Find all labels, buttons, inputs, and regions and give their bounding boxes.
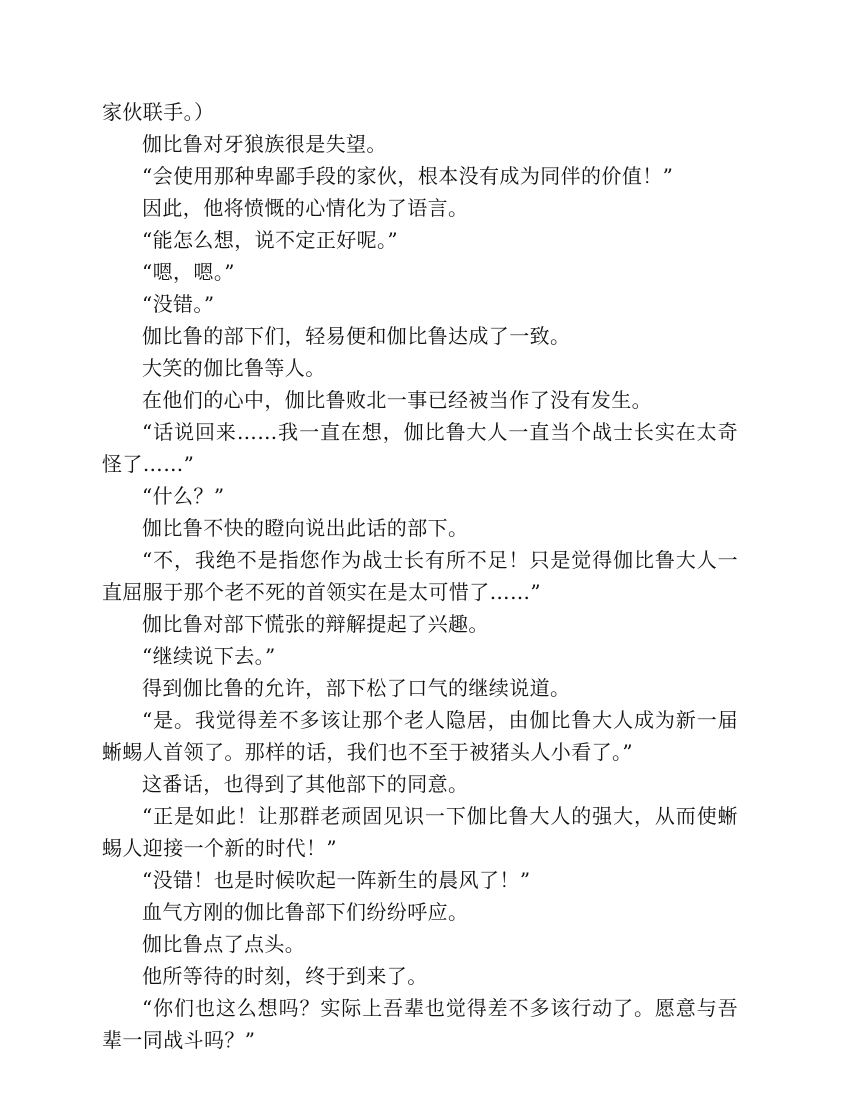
paragraph-15: 伽比鲁对部下慌张的辩解提起了兴趣。 [142,612,489,636]
paragraph-10: 在他们的心中，伽比鲁败北一事已经被当作了没有发生。 [142,388,652,412]
paragraph-21: “没错！也是时候吹起一阵新生的晨风了！” [142,868,531,892]
paragraph-13: 伽比鲁不快的瞪向说出此话的部下。 [142,516,469,540]
paragraph-3: “会使用那种卑鄙手段的家伙，根本没有成为同伴的价值！” [142,164,674,188]
document-page [102,96,738,1056]
paragraph-8: 伽比鲁的部下们，轻易便和伽比鲁达成了一致。 [142,324,571,348]
paragraph-25: “你们也这么想吗？实际上吾辈也觉得差不多该行动了。愿意与吾辈一同战斗吗？” [102,996,738,1052]
paragraph-9: 大笑的伽比鲁等人。 [142,356,326,380]
paragraph-22: 血气方刚的伽比鲁部下们纷纷呼应。 [142,900,469,924]
paragraph-18: “是。我觉得差不多该让那个老人隐居，由伽比鲁大人成为新一届蜥蜴人首领了。那样的话，我们也不至于被猪头人小看了。” [102,708,738,764]
paragraph-12: “什么？” [142,484,225,508]
paragraph-17: 得到伽比鲁的允许，部下松了口气的继续说道。 [142,676,571,700]
paragraph-4: 因此，他将愤慨的心情化为了语言。 [142,196,469,220]
paragraph-19: 这番话，也得到了其他部下的同意。 [142,772,469,796]
paragraph-24: 他所等待的时刻，终于到来了。 [142,964,428,988]
paragraph-23: 伽比鲁点了点头。 [142,932,306,956]
paragraph-7: “没错。” [142,292,215,316]
paragraph-1: 家伙联手。） [102,100,215,124]
paragraph-16: “继续说下去。” [142,644,276,668]
paragraph-5: “能怎么想，说不定正好呢。” [142,228,399,252]
paragraph-2: 伽比鲁对牙狼族很是失望。 [142,132,387,156]
paragraph-6: “嗯，嗯。” [142,260,235,284]
paragraph-20: “正是如此！让那群老顽固见识一下伽比鲁大人的强大，从而使蜥蜴人迎接一个新的时代！” [102,804,738,860]
paragraph-14: “不，我绝不是指您作为战士长有所不足！只是觉得伽比鲁大人一直屈服于那个老不死的首领实在是太可惜了……” [102,548,738,604]
paragraph-11: “话说回来……我一直在想，伽比鲁大人一直当个战士长实在太奇怪了……” [102,420,738,476]
